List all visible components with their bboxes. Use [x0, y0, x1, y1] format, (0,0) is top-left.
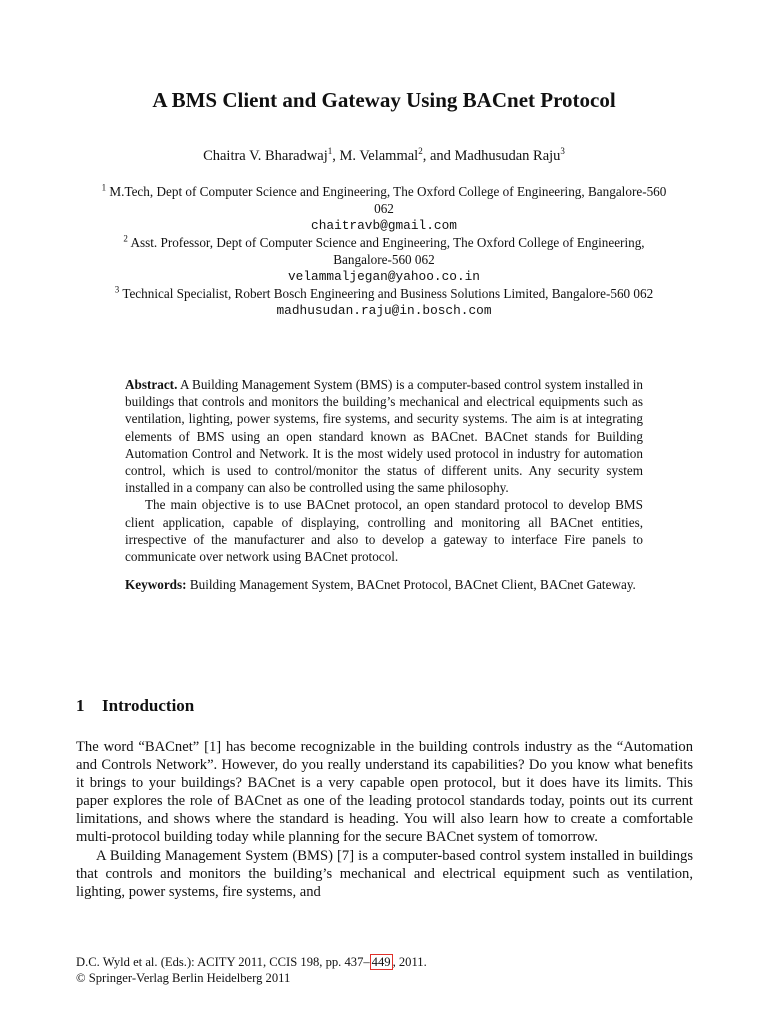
abstract-paragraph: The main objective is to use BACnet protocol, an open standard protocol to develop BMS client application, capable of displaying, controlling and monitoring all BACnet entities, irrespective of the manufacturer and also to develop a gateway to interface Fire panels to communicate over network using BACnet protocol.: [125, 497, 643, 565]
affiliations: [95, 183, 673, 319]
citation-suffix: , 2011.: [392, 955, 427, 969]
affiliation-number: 3: [114, 284, 120, 295]
copyright-line: © Springer-Verlag Berlin Heidelberg 2011: [76, 971, 291, 985]
abstract: [125, 376, 643, 593]
affiliation-number: 1: [101, 182, 107, 193]
author-superscript: 3: [560, 146, 565, 157]
abstract-text: A Building Management System (BMS) is a computer-based control system installed in buildings that controls and monitors the building’s mechanical and electrical equipments such as ventilation, lighting, power systems, fire systems, and security systems. The aim is at integrating elements of BMS using an open standard known as BACnet. BACnet stands for Building Automation Control and Network. It is the most widely used protocol in industry for automation control, which is used to control/monitor the status of different units. Any security system installed in a company can also be controlled using the same philosophy.: [125, 377, 644, 496]
abstract-paragraph: [125, 376, 643, 496]
affiliation-3: [95, 285, 673, 302]
section-heading: [76, 696, 194, 716]
page-link[interactable]: 449: [371, 955, 391, 969]
author-name: , and Madhusudan Raju: [422, 148, 561, 164]
author-list: [0, 148, 768, 165]
keywords-text: Building Management System, BACnet Protocol, BACnet Client, BACnet Gateway.: [186, 577, 636, 593]
footer-citation: [76, 954, 427, 986]
keywords-label: Keywords:: [125, 577, 187, 593]
affiliation-text: Technical Specialist, Robert Bosch Engineering and Business Solutions Limited, Bangalore-560 062: [119, 286, 654, 301]
section-title: Introduction: [102, 696, 195, 715]
author-name: Chaitra V. Bharadwaj: [203, 148, 328, 164]
author-name: , M. Velammal: [332, 148, 419, 164]
author-email[interactable]: madhusudan.raju@in.bosch.com: [276, 303, 492, 318]
body-text: [76, 738, 693, 901]
paper-title: A BMS Client and Gateway Using BACnet Protocol: [152, 88, 616, 112]
author-superscript: 1: [327, 146, 333, 157]
keywords: [125, 576, 643, 593]
affiliation-text: Asst. Professor, Dept of Computer Science and Engineering, The Oxford College of Engineering, Bangalore-560 062: [127, 235, 645, 267]
affiliation-text: M.Tech, Dept of Computer Science and Engineering, The Oxford College of Engineering, Bangalore-560 062: [106, 184, 667, 216]
citation-prefix: D.C. Wyld et al. (Eds.): ACITY 2011, CCIS 198, pp. 437–: [76, 955, 370, 969]
section-number: 1: [76, 696, 85, 715]
author-email[interactable]: velammaljegan@yahoo.co.in: [288, 269, 480, 284]
affiliation-2: [95, 234, 673, 268]
citation-line: [76, 954, 427, 970]
affiliation-1: [95, 183, 673, 217]
author-email[interactable]: chaitravb@gmail.com: [311, 218, 457, 233]
body-paragraph: A Building Management System (BMS) [7] is a computer-based control system installed in buildings that controls and monitors the building’s mechanical and electrical equipment such as ventilation, lighting, power systems, fire systems, and: [76, 847, 693, 900]
affiliation-number: 2: [123, 233, 128, 244]
body-paragraph: The word “BACnet” [1] has become recognizable in the building controls industry as the “Automation and Controls Network”. However, do you really understand its capabilities? Do you know what benefits it brings to your buildings? BACnet is a very capable open protocol, but it does have its limits. This paper explores the role of BACnet as one of the leading protocol standards today, points out its current limitations, and shows where the standard is heading. You will also learn how to create a comfortable multi-protocol building today while planning for the secure BACnet system of tomorrow.: [76, 739, 693, 846]
abstract-label: Abstract.: [125, 377, 178, 392]
author-superscript: 2: [418, 146, 423, 157]
